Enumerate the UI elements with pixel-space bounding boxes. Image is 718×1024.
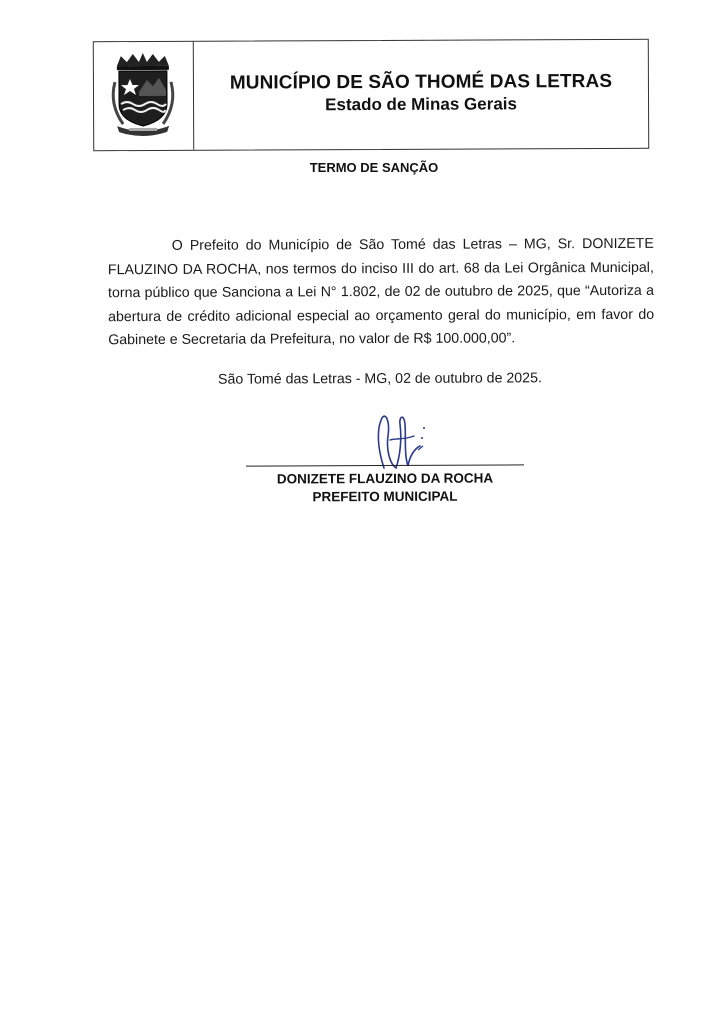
document-body xyxy=(108,233,655,353)
letterhead-box xyxy=(93,39,649,151)
municipal-coat-of-arms-icon xyxy=(103,52,183,138)
municipality-title: MUNICÍPIO DE SÃO THOMÉ DAS LETRAS xyxy=(229,70,613,94)
letterhead-text xyxy=(194,70,648,117)
body-paragraph: O Prefeito do Município de São Tomé das Letras – MG, Sr. DONIZETE FLAUZINO DA ROCHA, nos termos do inciso III do art. 68 da Lei Orgânica Municipal, torna público que Sanciona a Lei N° 1.802, de 02 de outubro de 2025, que “Autoriza a abertura de crédito adicional especial ao orçamento geral do município, em favor do Gabinete e Secretaria da Prefeitura, no valor de R$ 100.000,00”. xyxy=(107,235,655,349)
signer-name: DONIZETE FLAUZINO DA ROCHA xyxy=(276,470,494,487)
date-line: São Tomé das Letras - MG, 02 de outubro de 2025. xyxy=(217,370,542,388)
signer-block xyxy=(246,469,524,506)
signer-role: PREFEITO MUNICIPAL xyxy=(312,488,458,505)
crest-cell xyxy=(94,42,194,150)
handwritten-signature xyxy=(360,410,440,472)
document-title: TERMO DE SANÇÃO xyxy=(309,160,439,175)
state-subtitle: Estado de Minas Gerais xyxy=(325,94,517,115)
